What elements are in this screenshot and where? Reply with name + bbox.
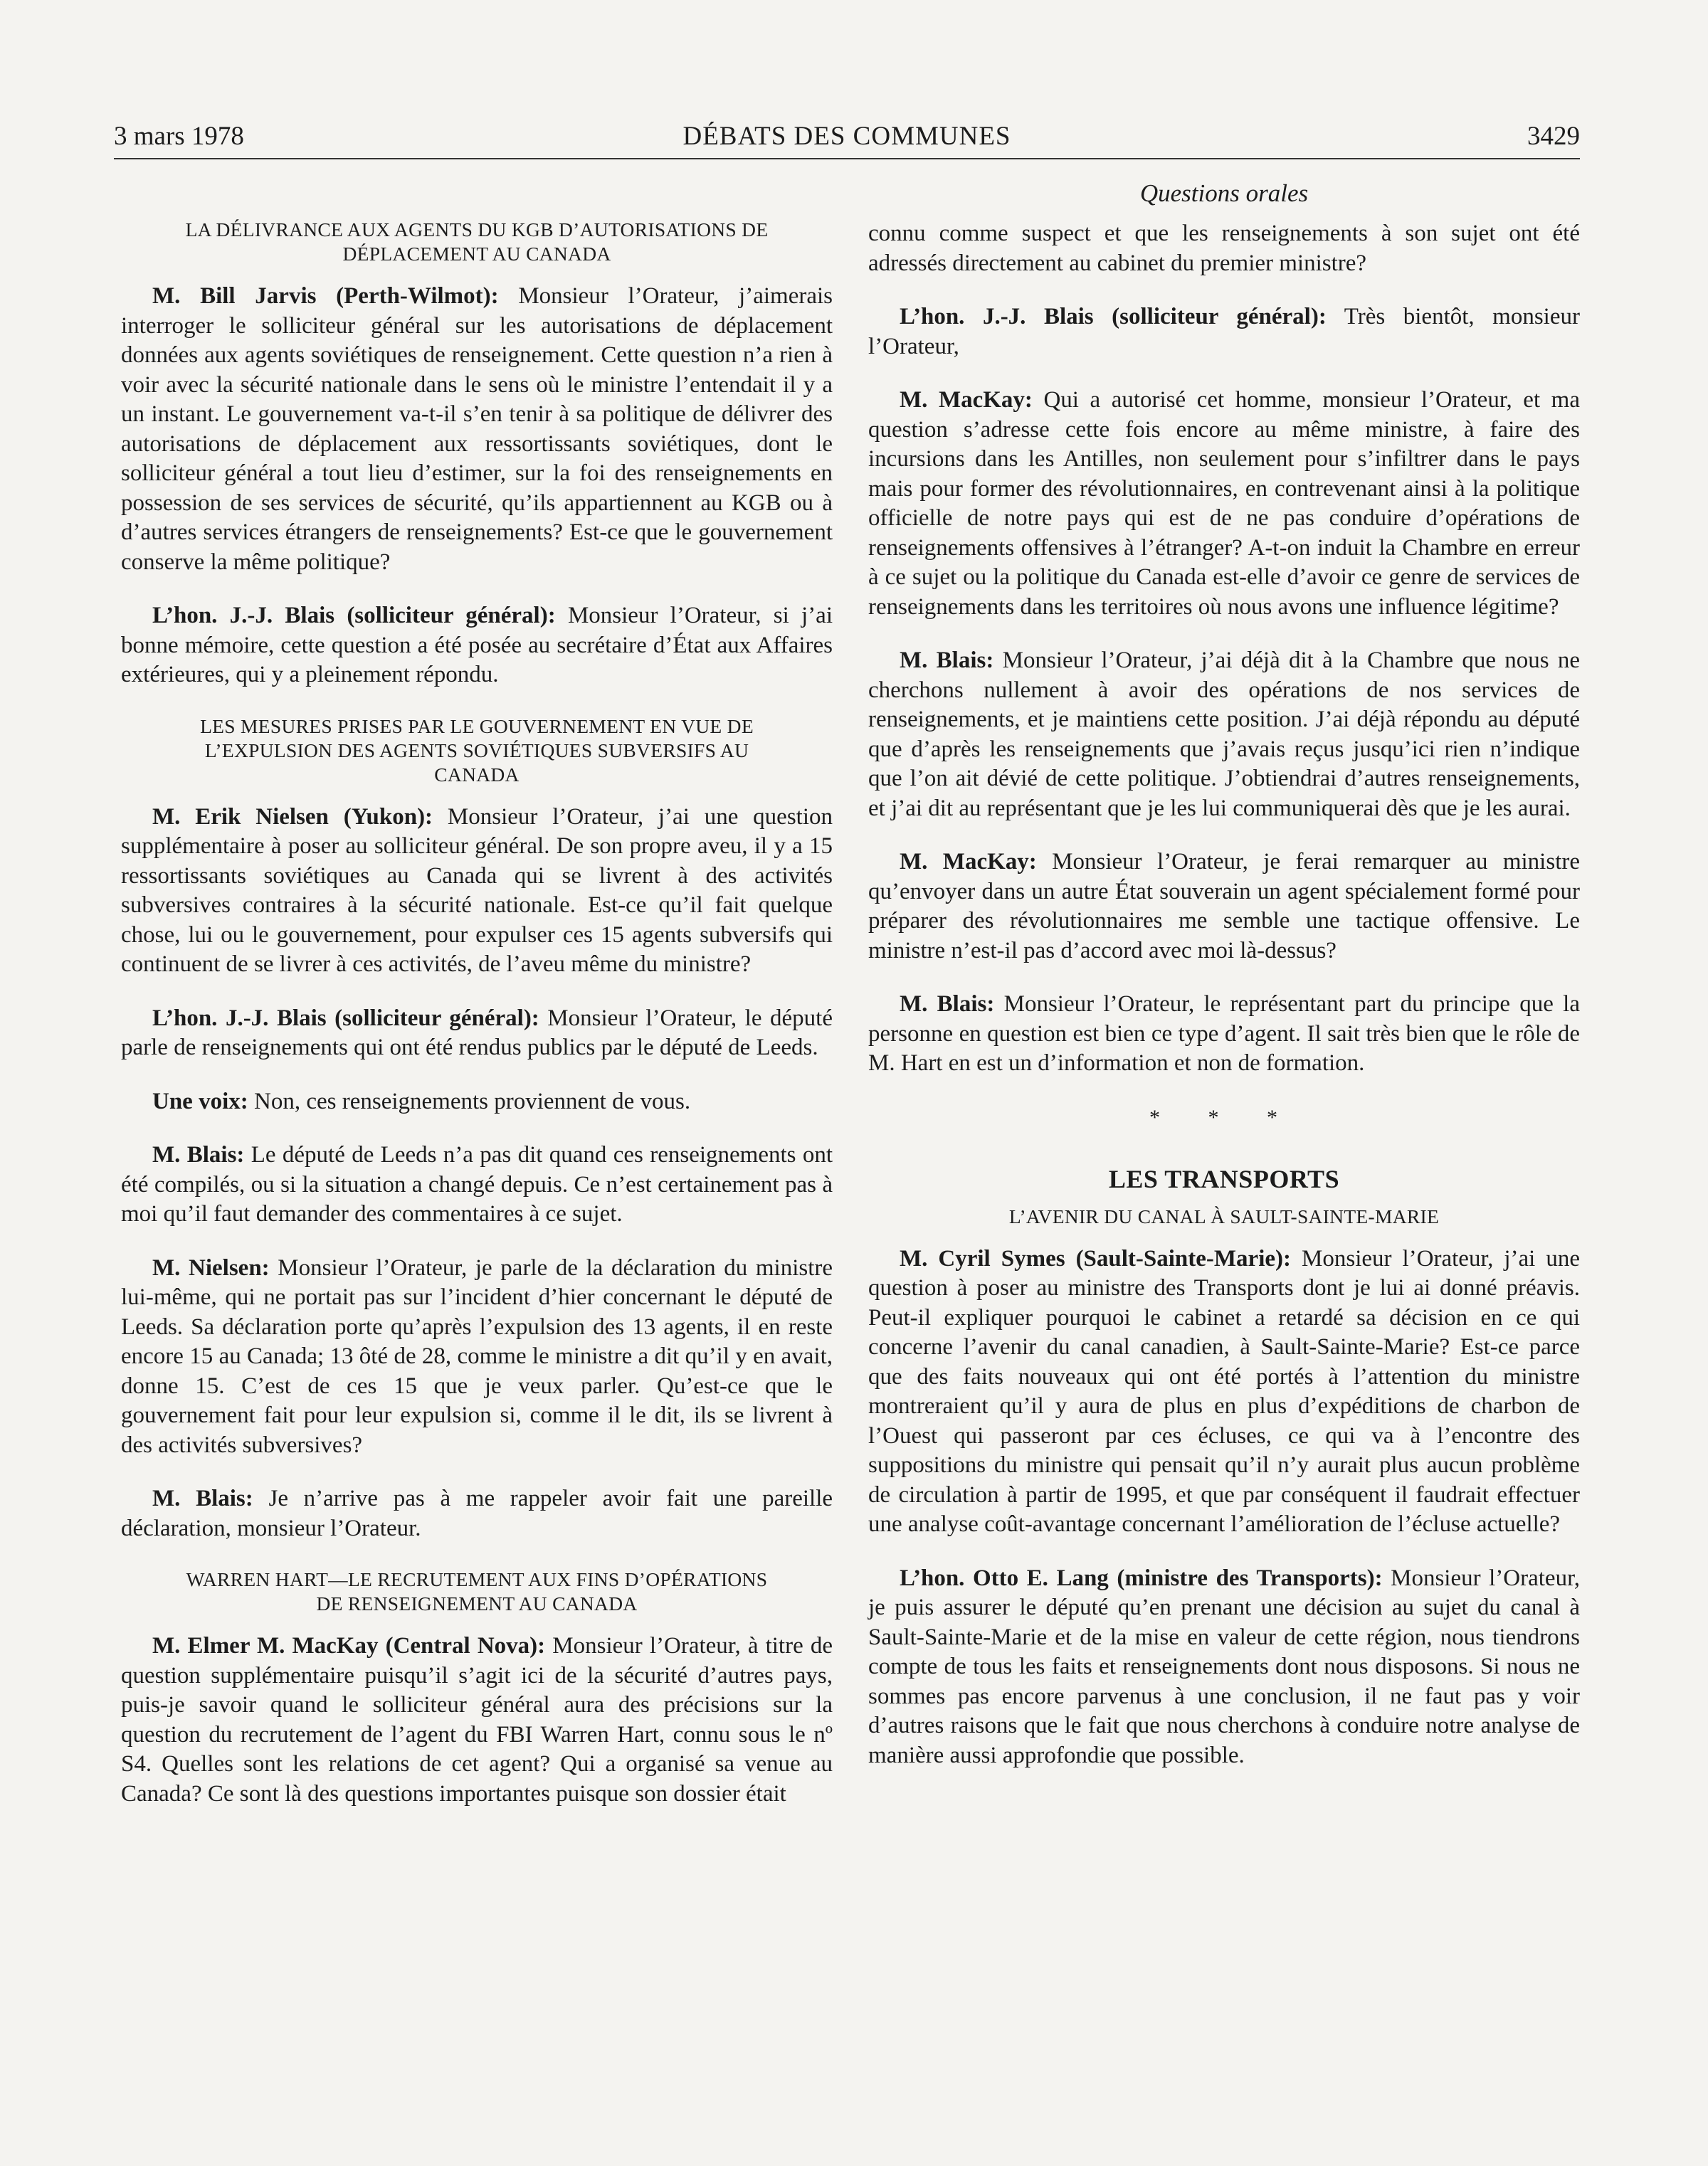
paragraph: [121, 1254, 833, 1461]
speaker-name: M. Blais:: [900, 991, 995, 1017]
paragraph-text: Monsieur l’Orateur, j’ai une question à poser au ministre des Transports dont je lui ai donné préavis. Peut-il expliquer pourquoi le cabinet a retardé sa décision en ce qui concerne l’avenir du canal canadien, à Sault-Sainte-Marie? Est-ce parce que des faits nouveaux qui ont été portés à l’attention du ministre montreraient qu’il y aura de plus en plus d’expéditions de charbon de l’Ouest qui passeront par ces écluses, ce qui va à l’encontre des suppositions du ministre qui pensait qu’il n’y aurait plus aucun problème de circulation à partir de 1995, et que par conséquent il faudrait effectuer une analyse coût-avantage concernant l’amélioration de l’écluse actuelle?: [868, 1245, 1580, 1537]
paragraph: [868, 847, 1580, 966]
speaker-name: L’hon. J.-J. Blais (solliciteur général):: [152, 603, 556, 628]
paragraph-text: Non, ces renseignements proviennent de vous.: [248, 1088, 691, 1114]
paragraph-text: Très bientôt, monsieur l’Orateur,: [868, 304, 1580, 359]
section-separator-stars: * * *: [1149, 1105, 1299, 1129]
speaker-name: M. MacKay:: [900, 387, 1033, 413]
speaker-name: M. MacKay:: [900, 849, 1037, 875]
paragraph: [121, 1141, 833, 1230]
paragraph-text: Monsieur l’Orateur, le député parle de renseignements qui ont été rendus publics par le député de Leeds.: [121, 1005, 833, 1060]
paragraph-text: connu comme suspect et que les renseignements à son sujet ont été adressés directement au cabinet du premier ministre?: [868, 221, 1580, 276]
paragraph-text: Monsieur l’Orateur, à titre de question supplémentaire puisqu’il s’agit ici de la sécurité d’autres pays, puis-je savoir quand le solliciteur général aura des précisions sur la question du recrutement de l’agent du FBI Warren Hart, connu sous le nº S4. Quelles sont les relations de cet agent? Qui a organisé sa venue au Canada? Ce sont là des questions importantes puisque son dossier était: [121, 1633, 833, 1807]
running-subheader: Questions orales: [1139, 179, 1309, 207]
paragraph: [868, 1245, 1580, 1540]
paragraph: [868, 1564, 1580, 1771]
page-header: [114, 121, 1580, 164]
speaker-name: L’hon. J.-J. Blais (solliciteur général):: [152, 1005, 539, 1031]
section-heading-warren-hart: WARREN HART—LE RECRUTEMENT AUX FINS D’OPÉRATIONS DE RENSEIGNEMENT AU CANADA: [186, 1568, 768, 1615]
speaker-name: L’hon. J.-J. Blais (solliciteur général):: [900, 304, 1327, 329]
speaker-name: M. Elmer M. MacKay (Central Nova):: [152, 1633, 546, 1659]
paragraph-text: Monsieur l’Orateur, j’aimerais interroger le solliciteur général sur les autorisations de déplacement données aux agents soviétiques de renseignement. Cette question n’a rien à voir avec la sécurité nationale dans le sens où le ministre l’entendait il y a un instant. Le gouvernement va-t-il s’en tenir à sa politique de délivrer des autorisations de déplacement aux ressortissants soviétiques, dont le solliciteur général a tout lieu d’estimer, sur la foi des renseignements en possession de ses services de sécurité, qu’ils appartiennent au KGB ou à d’autres services étrangers de renseignements? Est-ce que le gouvernement conserve la même politique?: [121, 283, 833, 575]
header-page-number: 3429: [1527, 122, 1580, 151]
paragraph-text: Monsieur l’Orateur, j’ai une question supplémentaire à poser au solliciteur général. De son propre aveu, il y a 15 ressortissants soviétiques au Canada qui se livrent à des activités subversives contraires à la sécurité nationale. Est-ce qu’il fait quelque chose, lui ou le gouvernement, pour expulser ces 15 agents subversifs qui continuent de se livrer à ces activités, de l’aveu même du ministre?: [121, 803, 833, 977]
speaker-name: Une voix:: [152, 1088, 248, 1114]
speaker-name: M. Blais:: [152, 1486, 253, 1511]
paragraph: [868, 386, 1580, 622]
paragraph: [868, 646, 1580, 823]
paragraph-text: Monsieur l’Orateur, j’ai déjà dit à la Chambre que nous ne cherchons nullement à avoir des opérations de nos services de renseignements, et je maintiens cette position. J’ai déjà répondu au député que d’après les renseignements que j’avais reçus jusqu’ici rien n’indique que l’on ait dévié de cette politique. J’obtiendrai d’autres renseignements, et j’ai dit au représentant que je les lui communiquerai dès que je les aurai.: [868, 648, 1581, 821]
speaker-name: M. Nielsen:: [152, 1254, 270, 1281]
paragraph: [121, 601, 833, 690]
speaker-name: L’hon. Otto E. Lang (ministre des Transports):: [900, 1565, 1383, 1591]
paragraph-continuation: [868, 219, 1580, 278]
paragraph: [868, 302, 1580, 361]
paragraph: [121, 803, 833, 980]
paragraph-text: Monsieur l’Orateur, je puis assurer le député qu’en prenant une décision au sujet du canal à Sault-Sainte-Marie et de la mise en valeur de cette région, nous tiendrons compte de tous les faits et renseignements dont nous disposons. Si nous ne sommes pas encore parvenus à une conclusion, il ne faut pas y voir d’autres raisons que le fait que nous cherchons à conduire notre analyse de manière aussi approfondie que possible.: [868, 1565, 1580, 1768]
paragraph: [121, 1087, 833, 1117]
paragraph: [121, 1484, 833, 1543]
header-date: 3 mars 1978: [114, 122, 244, 151]
section-heading-kgb: LA DÉLIVRANCE AUX AGENTS DU KGB D’AUTORISATIONS DE DÉPLACEMENT AU CANADA: [185, 218, 769, 265]
paragraph-text: Monsieur l’Orateur, je ferai remarquer au ministre qu’envoyer dans un autre État souverain un agent spécialement formé pour préparer des révolutionnaires me semble une tactique offensive. Le ministre n’est-il pas d’accord avec moi là-dessus?: [868, 849, 1580, 963]
paragraph-text: Monsieur l’Orateur, je parle de la déclaration du ministre lui-même, qui ne portait pas sur l’incident d’hier concernant le député de Leeds. Sa déclaration porte qu’après l’expulsion des 13 agents, il en reste encore 15 au Canada; 13 ôté de 28, comme le ministre a dit qu’il y en avait, donne 15. C’est de ces 15 que je veux parler. Qu’est-ce que le gouvernement fait pour leur expulsion si, comme il le dit, ils se livrent à des activités subversives?: [121, 1254, 833, 1458]
paragraph: [121, 1632, 833, 1809]
paragraph-text: Qui a autorisé cet homme, monsieur l’Orateur, et ma question s’adresse cette fois encore au même ministre, à faire des incursions dans les Antilles, non seulement pour s’infiltrer dans le pays mais pour former des révolutionnaires, en contrevenant ainsi à la politique officielle de notre pays qui est de ne pas conduire d’opérations de renseignements offensives à l’étranger? A-t-on induit la Chambre en erreur à ce sujet ou la politique du Canada est-elle d’avoir ce genre de services de renseignements dans les territoires où nous avons une influence légitime?: [868, 387, 1580, 620]
speaker-name: M. Cyril Symes (Sault-Sainte-Marie):: [900, 1245, 1291, 1272]
paragraph: [121, 1004, 833, 1063]
section-title-transports: LES TRANSPORTS: [1108, 1165, 1340, 1193]
right-column: [868, 219, 1580, 1770]
paragraph-text: Monsieur l’Orateur, si j’ai bonne mémoire, cette question a été posée au secrétaire d’État aux Affaires extérieures, qui y a pleinement répondu.: [121, 603, 833, 687]
paragraph-text: Monsieur l’Orateur, le représentant part du principe que la personne en question est bien ce type d’agent. Il sait très bien que le rôle de M. Hart en est un d’information et non de formation.: [868, 991, 1581, 1076]
paragraph-text: Je n’arrive pas à me rappeler avoir fait une pareille déclaration, monsieur l’Orateur.: [121, 1486, 833, 1541]
paragraph-text: Le député de Leeds n’a pas dit quand ces renseignements ont été compilés, ou si la situation a changé depuis. Ce n’est certainement pas à moi qu’il faut demander des commentaires à ce sujet.: [121, 1142, 833, 1227]
speaker-name: M. Blais:: [900, 648, 994, 673]
section-heading-canal: L’AVENIR DU CANAL À SAULT-SAINTE-MARIE: [1008, 1205, 1440, 1227]
speaker-name: M. Blais:: [152, 1142, 245, 1168]
header-title: DÉBATS DES COMMUNES: [682, 122, 1011, 151]
speaker-name: M. Bill Jarvis (Perth-Wilmot):: [152, 283, 499, 309]
left-column: [121, 213, 833, 1809]
section-heading-expulsion: LES MESURES PRISES PAR LE GOUVERNEMENT EN VUE DE L’EXPULSION DES AGENTS SOVIÉTIQUES SUBVERSIFS AU CANADA: [200, 714, 754, 786]
paragraph: [121, 282, 833, 577]
header-rule: [114, 158, 1580, 159]
paragraph: [868, 990, 1580, 1079]
speaker-name: M. Erik Nielsen (Yukon):: [152, 803, 433, 830]
